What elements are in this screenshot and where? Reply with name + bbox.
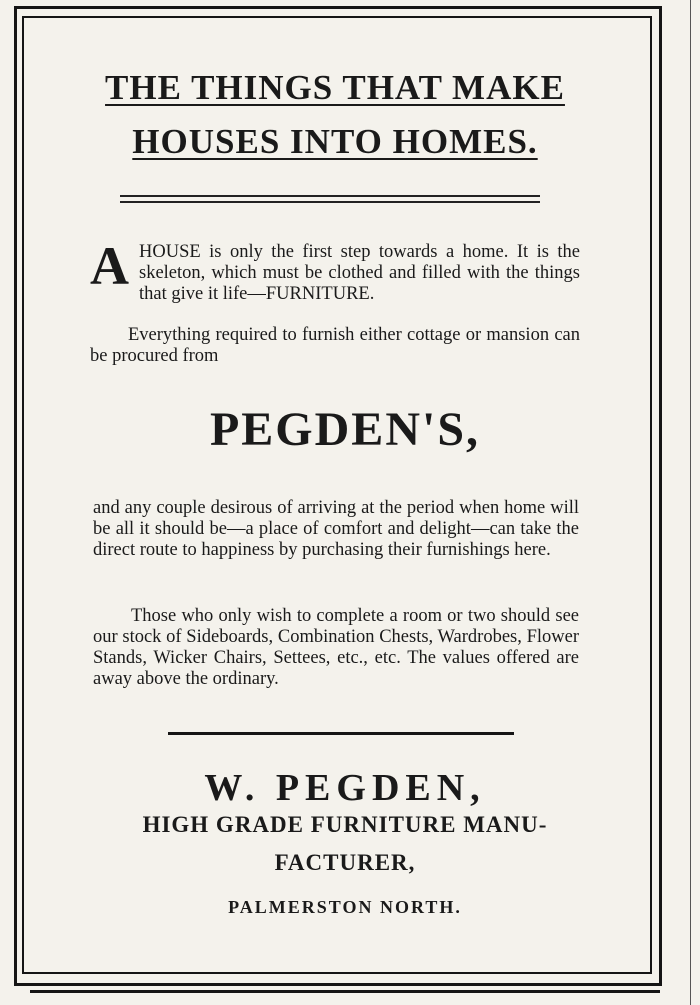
divider-rule	[168, 732, 514, 735]
store-name: PEGDEN'S,	[209, 403, 481, 456]
maker-town: PALMERSTON NORTH.	[228, 897, 462, 917]
headline-line-1: THE THINGS THAT MAKE	[105, 68, 565, 107]
maker-name: W. PEGDEN,	[204, 767, 486, 809]
drop-cap: A	[90, 236, 129, 296]
maker-title-line-1: HIGH GRADE FURNITURE MANU-	[142, 812, 548, 837]
intro-paragraph	[90, 236, 580, 305]
paragraph-couple: and any couple desirous of arriving at the period when home will be all it should be—a place of comfort and delight—can take the direct route to happiness by purchasing their furnishings here.	[93, 498, 579, 560]
intro-text: HOUSE is only the first step towards a home. It is the skeleton, which must be clothed and filled with the things that give it life—FURNITURE.	[139, 242, 580, 304]
double-rule-bottom	[120, 201, 540, 203]
headline-line-2: HOUSES INTO HOMES.	[132, 122, 538, 161]
paragraph-everything: Everything required to furnish either cottage or mansion can be procured from	[90, 325, 580, 366]
page-edge-line	[690, 0, 691, 1005]
bottom-rule	[30, 990, 660, 993]
paragraph-stock: Those who only wish to complete a room or two should see our stock of Sideboards, Combination Chests, Wardrobes, Flower Stands, Wicker Chairs, Settees, etc., etc. The values offered are away above the ordinary.	[93, 606, 579, 689]
maker-title-line-2: FACTURER,	[274, 850, 416, 875]
double-rule-top	[120, 195, 540, 197]
